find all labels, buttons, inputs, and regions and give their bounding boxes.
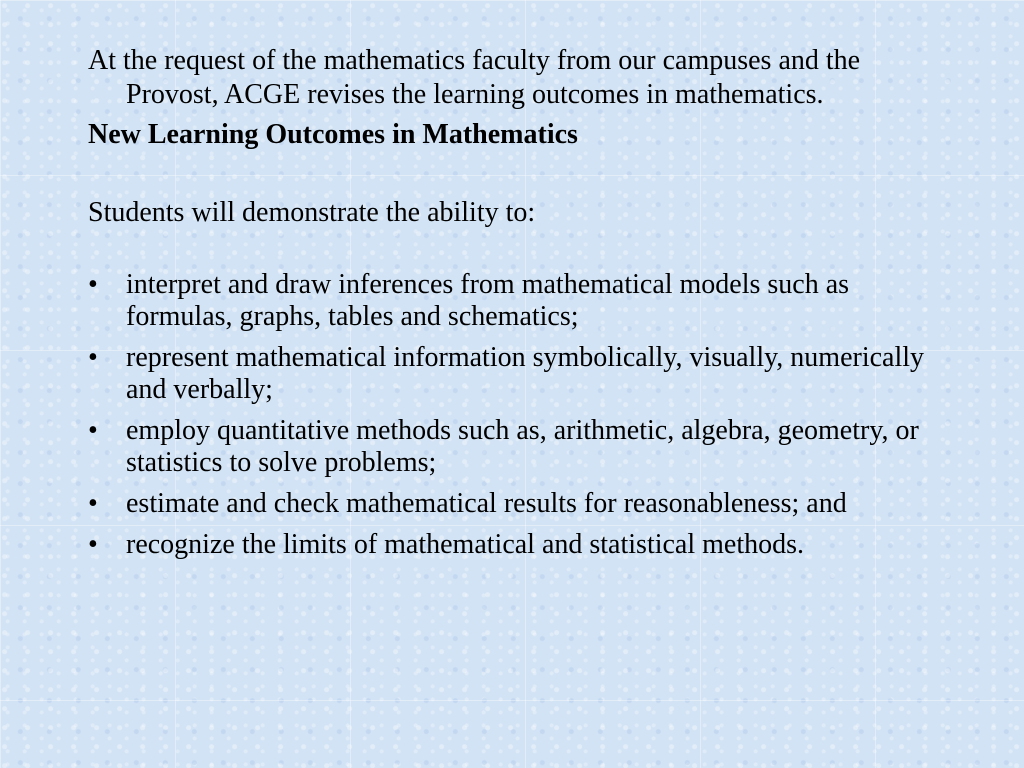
bullet-icon: • (88, 529, 98, 560)
outcome-text: interpret and draw inferences from mathematical models such as formulas, graphs, tables and schematics; (126, 269, 850, 332)
list-item (88, 529, 948, 561)
outcome-text: estimate and check mathematical results for reasonableness; and (126, 488, 847, 519)
bullet-icon: • (88, 488, 98, 519)
bullet-icon: • (88, 269, 98, 300)
list-item (88, 415, 948, 479)
outcome-text: employ quantitative methods such as, arithmetic, algebra, geometry, or statistics to solve problems; (126, 415, 919, 478)
bullet-icon: • (88, 342, 98, 373)
list-item (88, 269, 948, 333)
outcomes-list (88, 269, 948, 561)
outcome-text: recognize the limits of mathematical and statistical methods. (126, 529, 805, 560)
list-item (88, 342, 948, 406)
slide-heading: New Learning Outcomes in Mathematics (88, 119, 578, 150)
lead-sentence: Students will demonstrate the ability to: (88, 197, 536, 228)
list-item (88, 488, 948, 520)
intro-paragraph: At the request of the mathematics faculty from our campuses and the Provost, ACGE revises the learning outcomes in mathematics. (88, 45, 861, 110)
slide-content (88, 44, 948, 570)
outcome-text: represent mathematical information symbolically, visually, numerically and verbally; (126, 342, 925, 405)
bullet-icon: • (88, 415, 98, 446)
